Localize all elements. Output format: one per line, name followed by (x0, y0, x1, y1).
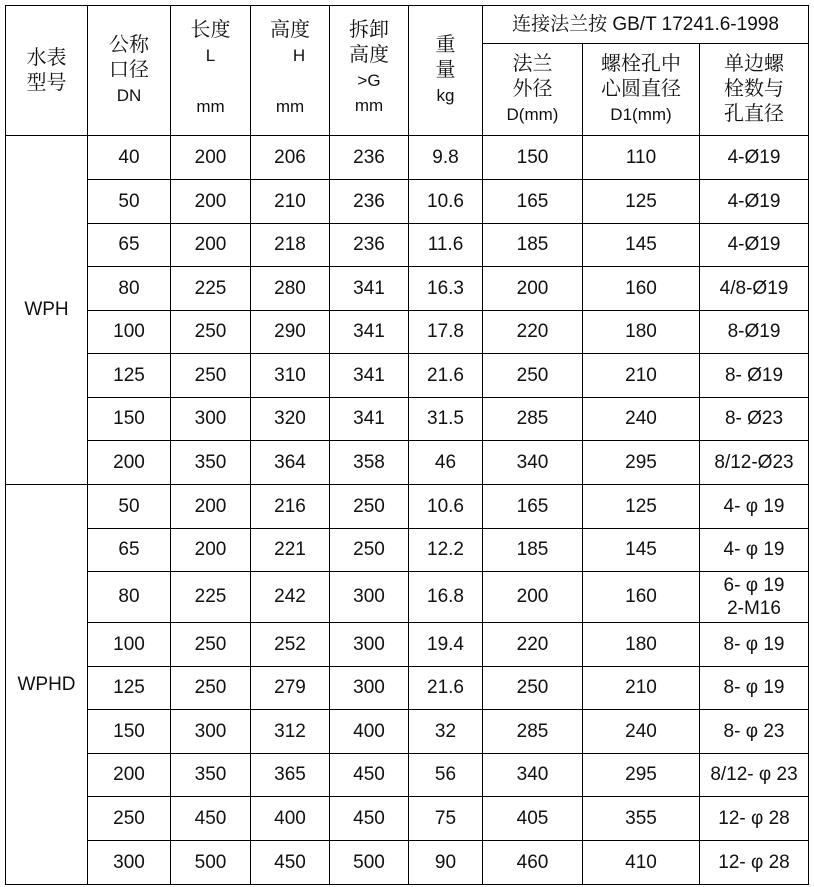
weight-cell: 46 (409, 441, 483, 485)
removal-height-cell: 236 (330, 136, 409, 180)
bolts-cell (700, 180, 809, 224)
height-cell: 400 (251, 797, 330, 841)
height-cell: 365 (251, 754, 330, 797)
table-row (6, 529, 809, 572)
dn-cell: 80 (88, 267, 171, 311)
model-cell: WPHD (6, 485, 88, 885)
height-cell: 290 (251, 311, 330, 354)
weight-cell: 11.6 (409, 224, 483, 267)
dn-cell: 50 (88, 485, 171, 529)
weight-cell: 21.6 (409, 667, 483, 710)
bolt-circle-cell: 145 (583, 529, 700, 572)
length-cell: 200 (171, 224, 251, 267)
header-bolts: 单边螺 栓数与 孔直径 (700, 44, 809, 136)
height-cell: 218 (251, 224, 330, 267)
bolt-circle-cell: 295 (583, 441, 700, 485)
header-length: 长度 L mm (171, 6, 251, 136)
bolts-text: 4- φ 19 (723, 495, 785, 517)
bolt-circle-cell: 160 (583, 572, 700, 623)
dn-cell: 125 (88, 354, 171, 398)
removal-height-cell: 500 (330, 841, 409, 885)
dn-cell: 300 (88, 841, 171, 885)
bolts-cell (700, 754, 809, 797)
flange-od-cell: 185 (483, 224, 583, 267)
bolts-text: 4-Ø19 (727, 190, 781, 212)
flange-od-cell: 165 (483, 180, 583, 224)
weight-cell: 10.6 (409, 485, 483, 529)
bolts-cell (700, 529, 809, 572)
weight-cell: 12.2 (409, 529, 483, 572)
header-flange-standard: 连接法兰按 GB/T 17241.6-1998 (483, 6, 809, 44)
flange-od-cell: 185 (483, 529, 583, 572)
height-cell: 320 (251, 398, 330, 441)
bolt-circle-cell: 125 (583, 180, 700, 224)
flange-od-cell: 285 (483, 398, 583, 441)
header-dn: 公称 口径 DN (88, 6, 171, 136)
dn-cell: 40 (88, 136, 171, 180)
bolts-cell (700, 797, 809, 841)
length-cell: 350 (171, 441, 251, 485)
table-row (6, 841, 809, 885)
height-cell: 279 (251, 667, 330, 710)
flange-od-cell: 200 (483, 572, 583, 623)
table-row (6, 267, 809, 311)
header-model: 水表 型号 (6, 6, 88, 136)
length-cell: 500 (171, 841, 251, 885)
dn-cell: 100 (88, 623, 171, 667)
removal-height-cell: 250 (330, 529, 409, 572)
flange-od-cell: 340 (483, 441, 583, 485)
table-row (6, 398, 809, 441)
length-cell: 200 (171, 485, 251, 529)
bolts-text: 4/8-Ø19 (719, 277, 789, 299)
removal-height-cell: 236 (330, 224, 409, 267)
bolts-cell (700, 136, 809, 180)
removal-height-cell: 358 (330, 441, 409, 485)
table-row (6, 180, 809, 224)
height-cell: 221 (251, 529, 330, 572)
flange-od-cell: 150 (483, 136, 583, 180)
weight-cell: 10.6 (409, 180, 483, 224)
height-cell: 242 (251, 572, 330, 623)
flange-od-cell: 405 (483, 797, 583, 841)
table-body (6, 136, 809, 885)
table-row (6, 311, 809, 354)
dn-cell: 65 (88, 529, 171, 572)
bolts-text: 8- φ 19 (723, 633, 785, 655)
length-cell: 250 (171, 623, 251, 667)
dn-cell: 125 (88, 667, 171, 710)
length-cell: 200 (171, 180, 251, 224)
flange-od-cell: 250 (483, 667, 583, 710)
bolts-cell (700, 710, 809, 754)
weight-cell: 75 (409, 797, 483, 841)
weight-cell: 31.5 (409, 398, 483, 441)
length-cell: 300 (171, 398, 251, 441)
bolt-circle-cell: 410 (583, 841, 700, 885)
bolts-text: 8- Ø19 (724, 364, 784, 386)
removal-height-cell: 341 (330, 311, 409, 354)
header-weight: 重 量 kg (409, 6, 483, 136)
bolts-text: 8/12- φ 23 (710, 764, 798, 785)
dn-cell: 200 (88, 441, 171, 485)
flange-od-cell: 285 (483, 710, 583, 754)
bolt-circle-cell: 110 (583, 136, 700, 180)
length-cell: 225 (171, 267, 251, 311)
length-cell: 450 (171, 797, 251, 841)
bolts-text: 8- φ 19 (723, 677, 785, 698)
height-cell: 206 (251, 136, 330, 180)
bolts-text: 4-Ø19 (727, 234, 781, 255)
bolt-circle-cell: 240 (583, 398, 700, 441)
weight-cell: 9.8 (409, 136, 483, 180)
height-cell: 364 (251, 441, 330, 485)
bolts-cell (700, 572, 809, 623)
bolts-text: 2-M16 (727, 598, 781, 619)
dn-cell: 200 (88, 754, 171, 797)
removal-height-cell: 300 (330, 623, 409, 667)
table-row (6, 224, 809, 267)
height-cell: 450 (251, 841, 330, 885)
length-cell: 200 (171, 529, 251, 572)
dn-cell: 50 (88, 180, 171, 224)
flange-od-cell: 460 (483, 841, 583, 885)
weight-cell: 56 (409, 754, 483, 797)
weight-cell: 17.8 (409, 311, 483, 354)
height-cell: 216 (251, 485, 330, 529)
bolt-circle-cell: 355 (583, 797, 700, 841)
removal-height-cell: 300 (330, 667, 409, 710)
model-cell: WPH (6, 136, 88, 485)
bolts-cell (700, 441, 809, 485)
bolts-text: 8/12-Ø23 (714, 451, 794, 473)
bolts-text: 8-Ø19 (727, 321, 781, 342)
dn-cell: 150 (88, 710, 171, 754)
weight-cell: 16.8 (409, 572, 483, 623)
bolts-text: 12- φ 28 (718, 807, 790, 829)
flange-od-cell: 340 (483, 754, 583, 797)
removal-height-cell: 300 (330, 572, 409, 623)
bolts-cell (700, 667, 809, 710)
flange-od-cell: 200 (483, 267, 583, 311)
dn-cell: 100 (88, 311, 171, 354)
length-cell: 250 (171, 311, 251, 354)
table-row (6, 797, 809, 841)
table-row (6, 667, 809, 710)
bolts-cell (700, 398, 809, 441)
bolts-cell (700, 485, 809, 529)
table-row (6, 354, 809, 398)
dn-cell: 250 (88, 797, 171, 841)
bolts-text: 12- φ 28 (718, 851, 790, 873)
flange-od-cell: 220 (483, 311, 583, 354)
weight-cell: 90 (409, 841, 483, 885)
bolt-circle-cell: 295 (583, 754, 700, 797)
bolt-circle-cell: 160 (583, 267, 700, 311)
bolt-circle-cell: 125 (583, 485, 700, 529)
removal-height-cell: 400 (330, 710, 409, 754)
bolt-circle-cell: 210 (583, 354, 700, 398)
length-cell: 250 (171, 354, 251, 398)
table-row (6, 710, 809, 754)
weight-cell: 32 (409, 710, 483, 754)
removal-height-cell: 236 (330, 180, 409, 224)
bolt-circle-cell: 145 (583, 224, 700, 267)
removal-height-cell: 341 (330, 398, 409, 441)
bolt-circle-cell: 180 (583, 311, 700, 354)
weight-cell: 19.4 (409, 623, 483, 667)
length-cell: 200 (171, 136, 251, 180)
bolt-circle-cell: 210 (583, 667, 700, 710)
height-cell: 280 (251, 267, 330, 311)
bolts-text: 8- φ 23 (723, 720, 785, 742)
height-cell: 252 (251, 623, 330, 667)
table-row (6, 485, 809, 529)
length-cell: 225 (171, 572, 251, 623)
table-row (6, 572, 809, 623)
dn-cell: 80 (88, 572, 171, 623)
table-row (6, 754, 809, 797)
bolt-circle-cell: 180 (583, 623, 700, 667)
table-row (6, 623, 809, 667)
height-cell: 312 (251, 710, 330, 754)
height-cell: 310 (251, 354, 330, 398)
header-height: 高度 H mm (251, 6, 330, 136)
bolts-cell (700, 354, 809, 398)
dn-cell: 65 (88, 224, 171, 267)
bolts-text: 4- φ 19 (723, 539, 785, 560)
flange-od-cell: 220 (483, 623, 583, 667)
removal-height-cell: 450 (330, 754, 409, 797)
removal-height-cell: 450 (330, 797, 409, 841)
bolts-cell (700, 841, 809, 885)
height-cell: 210 (251, 180, 330, 224)
removal-height-cell: 341 (330, 267, 409, 311)
bolt-circle-cell: 240 (583, 710, 700, 754)
bolts-cell (700, 224, 809, 267)
weight-cell: 16.3 (409, 267, 483, 311)
spec-table (5, 5, 809, 885)
bolts-text: 8- Ø23 (724, 408, 784, 429)
length-cell: 250 (171, 667, 251, 710)
flange-od-cell: 250 (483, 354, 583, 398)
flange-od-cell: 165 (483, 485, 583, 529)
bolts-text: 4-Ø19 (727, 146, 781, 168)
length-cell: 300 (171, 710, 251, 754)
bolts-text: 6- φ 19 (723, 575, 785, 596)
header-flange-od: 法兰 外径 D(mm) (483, 44, 583, 136)
weight-cell: 21.6 (409, 354, 483, 398)
header-bolt-circle: 螺栓孔中 心圆直径 D1(mm) (583, 44, 700, 136)
removal-height-cell: 341 (330, 354, 409, 398)
dn-cell: 150 (88, 398, 171, 441)
bolts-cell (700, 311, 809, 354)
removal-height-cell: 250 (330, 485, 409, 529)
table-row (6, 136, 809, 180)
bolts-cell (700, 623, 809, 667)
table-row (6, 441, 809, 485)
bolts-cell (700, 267, 809, 311)
header-removal-height: 拆卸 高度 >G mm (330, 6, 409, 136)
length-cell: 350 (171, 754, 251, 797)
